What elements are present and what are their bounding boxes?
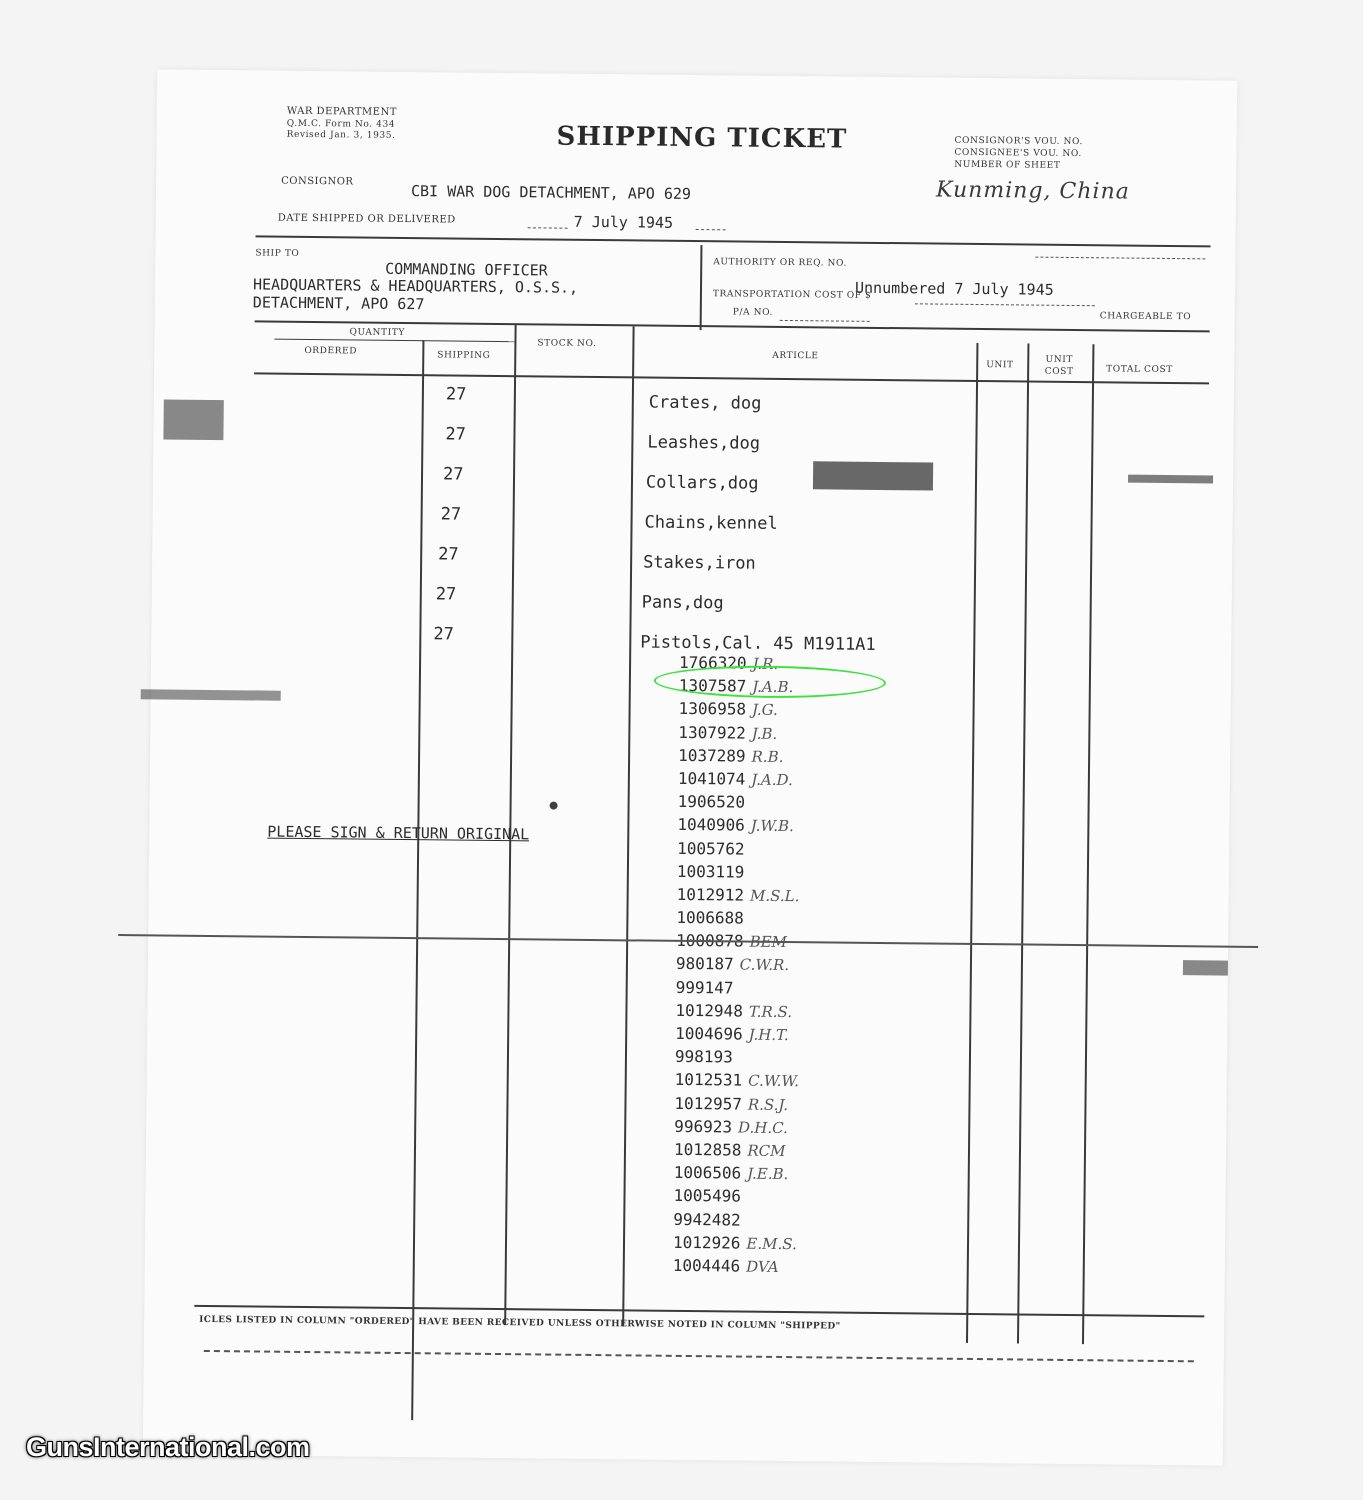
qty-crates: 27: [445, 384, 467, 405]
serial-row: 996923 D.H.C.: [674, 1116, 788, 1137]
serial-row: 1012948 T.R.S.: [675, 1000, 793, 1021]
serial-row: 1005496: [673, 1186, 742, 1206]
gunsinternational-watermark: GunsInternational.com: [26, 1432, 310, 1462]
article-leashes: Leashes,dog: [647, 432, 761, 454]
qty-collars: 27: [442, 464, 464, 485]
unit-cost-header: UNIT COST: [1044, 354, 1074, 377]
article-collars: Collars,dog: [645, 472, 759, 494]
serial-row: 1040906 J.W.B.: [677, 815, 794, 836]
serial-row: 1006506 J.E.B.: [673, 1162, 789, 1184]
article-pistols: Pistols,Cal. 45 M1911A1: [640, 632, 876, 655]
department-line-1: WAR DEPARTMENT: [286, 105, 397, 118]
smudge: [141, 689, 281, 700]
sheet-number-label: NUMBER OF SHEET: [954, 159, 1061, 171]
serial-row: 1004696 J.H.T.: [675, 1023, 789, 1045]
serial-row: 1012531 C.W.W.: [674, 1070, 800, 1091]
unit-header: UNIT: [986, 360, 1014, 371]
article-chains: Chains,kennel: [644, 512, 778, 534]
serial-row: [676, 931, 801, 955]
chargeable-to-label: CHARGEABLE TO: [1099, 311, 1192, 323]
ink-dot: [550, 802, 558, 810]
serial-row: 1012912 M.S.L.: [676, 884, 800, 906]
ship-to-line-3: DETACHMENT, APO 627: [252, 293, 425, 314]
serial-row: 998193: [674, 1047, 733, 1067]
department-line-3: Revised Jan. 3, 1935.: [286, 129, 396, 141]
serial-row: 1012957 R.S.J.: [674, 1093, 789, 1114]
consignor-value: CBI WAR DOG DETACHMENT, APO 629: [410, 182, 692, 203]
serial-row: 999147: [675, 977, 734, 998]
article-header: ARTICLE: [772, 350, 819, 362]
article-stakes: Stakes,iron: [643, 552, 756, 574]
serial-row: 1037289 R.B.: [678, 745, 784, 766]
qty-pistols: 27: [433, 624, 454, 645]
article-pans: Pans,dog: [641, 592, 724, 614]
serial-row: 1003119: [676, 861, 745, 882]
stock-number-header: STOCK NO.: [537, 338, 597, 349]
serial-number-list: [673, 653, 804, 1280]
consignor-label: CONSIGNOR: [281, 175, 354, 188]
serial-row: 1041074 J.A.D.: [677, 768, 793, 790]
handwritten-location: Kunming, China: [935, 177, 1130, 205]
qty-chains: 27: [440, 504, 462, 525]
consignee-voucher-label: CONSIGNEE'S VOU. NO.: [954, 147, 1082, 160]
total-cost-header: TOTAL COST: [1106, 364, 1173, 376]
serial-row: 1906520: [677, 791, 746, 812]
date-shipped-label: DATE SHIPPED OR DELIVERED: [277, 212, 456, 226]
serial-row-highlighted: 1307587 J.A.B.: [678, 676, 794, 697]
please-sign-note: PLEASE SIGN & RETURN ORIGINAL: [267, 822, 530, 844]
redaction-smudge: [813, 461, 933, 490]
ship-to-line-1: COMMANDING OFFICER: [385, 259, 548, 280]
consignor-voucher-label: CONSIGNOR'S VOU. NO.: [954, 135, 1083, 148]
serial-row: 1306958 J.G.: [678, 699, 778, 720]
qty-leashes: 27: [445, 424, 467, 445]
shipping-ticket-document: [143, 69, 1237, 1465]
serial-row: 1307922 J.B.: [678, 722, 778, 743]
authority-value: Unnumbered 7 July 1945: [854, 278, 1054, 299]
serial-row: 980187 C.W.R.: [675, 954, 790, 975]
qty-stakes: 27: [438, 544, 459, 565]
serial-row: 1005762: [677, 838, 745, 859]
department-line-2: Q.M.C. Form No. 434: [286, 118, 396, 130]
ship-to-label: SHIP TO: [255, 248, 300, 259]
smudge: [1128, 475, 1213, 484]
quantity-header: QUANTITY: [349, 327, 405, 338]
date-shipped-value: 7 July 1945: [573, 212, 674, 232]
transportation-cost-label: TRANSPORTATION COST OF $: [712, 289, 872, 301]
pa-number-label: P/A NO.: [732, 307, 774, 318]
shipping-header: SHIPPING: [437, 350, 491, 361]
footer-statement: ICLES LISTED IN COLUMN "ORDERED" HAVE BEEN RECEIVED UNLESS OTHERWISE NOTED IN COLUMN "SHIPPED": [199, 1314, 841, 1332]
qty-pans: 27: [435, 584, 457, 605]
ordered-header: ORDERED: [304, 345, 358, 357]
smudge: [1183, 960, 1228, 975]
smudge: [163, 399, 223, 440]
ship-to-line-2: HEADQUARTERS & HEADQUARTERS, O.S.S.,: [252, 275, 579, 297]
serial-row: 1012858 RCM: [673, 1139, 786, 1160]
document-title: SHIPPING TICKET: [556, 121, 848, 155]
authority-label: AUTHORITY OR REQ. NO.: [713, 257, 847, 269]
serial-row: 1004446 DVA: [672, 1255, 779, 1276]
serial-row: 1006688: [676, 907, 744, 928]
article-crates: Crates, dog: [648, 392, 762, 414]
serial-row: 1012926 E.M.S.: [672, 1232, 797, 1253]
serial-row: 1766320 J.R.: [679, 652, 779, 673]
serial-row: 9942482: [673, 1209, 741, 1230]
